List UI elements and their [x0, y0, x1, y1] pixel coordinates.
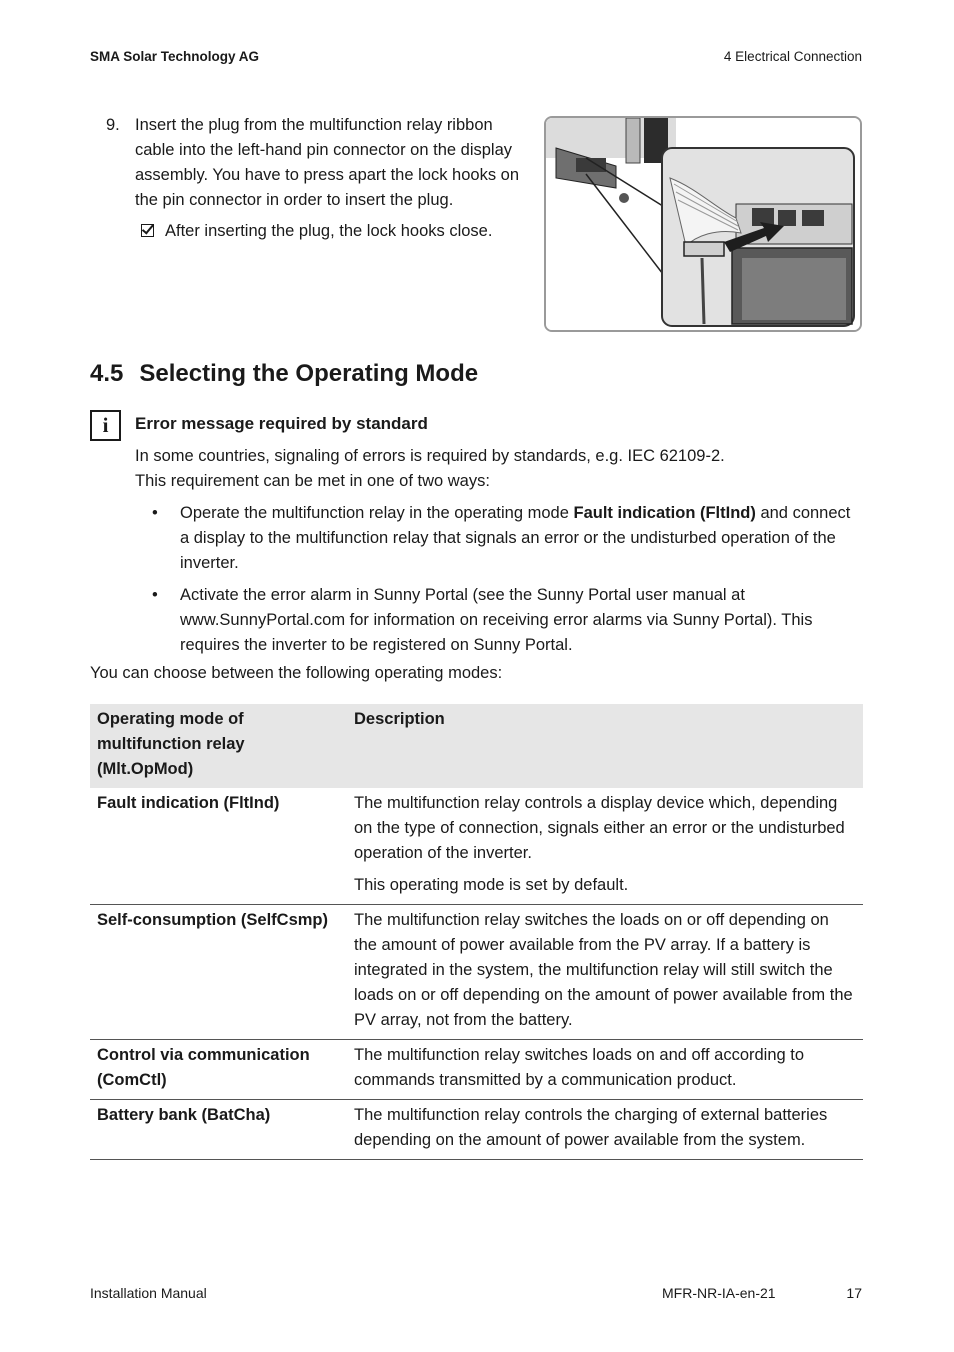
mode-cell: Control via communication (ComCtl)	[90, 1040, 347, 1100]
bullet-text: Activate the error alarm in Sunny Portal (see the Sunny Portal user manual at www.SunnyPortal.com for information on receiving error alarms via Sunny Portal). This requires the inverter to be registered on Sunny Portal.	[180, 586, 813, 654]
description-cell: The multifunction relay switches loads on and off according to commands transmitted by a communication product.	[347, 1040, 863, 1100]
page-number: 17	[846, 1285, 862, 1301]
section-number: 4.5	[90, 360, 124, 387]
table-row	[90, 788, 863, 905]
step-result	[141, 219, 492, 244]
description-cell	[347, 788, 863, 905]
description-text: The multifunction relay controls a display device which, depending on the type of connection, signals either an error or the undisturbed operation of the inverter.	[354, 794, 845, 862]
note-title: Error message required by standard	[135, 414, 428, 433]
list-item	[152, 583, 852, 658]
intro-text: You can choose between the following operating modes:	[90, 664, 503, 682]
note-bullet-list	[152, 501, 852, 665]
table-row	[90, 905, 863, 1040]
connector-illustration	[544, 116, 862, 332]
footer-manual-title: Installation Manual	[90, 1285, 207, 1301]
list-item	[152, 501, 852, 576]
header-company: SMA Solar Technology AG	[90, 49, 260, 64]
mode-cell: Battery bank (BatCha)	[90, 1100, 347, 1160]
bullet-text-pre: Operate the multifunction relay in the operating mode	[180, 504, 574, 522]
bullet-marker: •	[152, 586, 158, 604]
note-line-1: In some countries, signaling of errors is required by standards, e.g. IEC 62109-2.	[135, 447, 725, 465]
description-cell: The multifunction relay switches the loads on or off depending on the amount of power available from the PV array. If a battery is integrated in the system, the multifunction relay will still switch the loads on or off depending on the amount of power available from the PV array, not from the battery.	[347, 905, 863, 1040]
header-chapter: 4 Electrical Connection	[723, 49, 862, 64]
description-cell: The multifunction relay controls the charging of external batteries depending on the amount of power available from the system.	[347, 1100, 863, 1160]
footer-doc-id: MFR-NR-IA-en-21	[662, 1285, 776, 1301]
mode-cell: Fault indication (FltInd)	[90, 788, 347, 905]
bullet-text-bold: Fault indication (FltInd)	[573, 504, 756, 522]
step-number: 9.	[106, 116, 120, 134]
step-result-text: After inserting the plug, the lock hooks close.	[165, 222, 493, 240]
step-text: Insert the plug from the multifunction relay ribbon cable into the left-hand pin connector on the display assembly. You have to press apart the lock hooks on the pin connector in order to insert the plug.	[135, 116, 520, 209]
table-row	[90, 1100, 863, 1160]
section-heading	[90, 360, 478, 388]
checkbox-icon	[141, 224, 154, 237]
info-icon: i	[90, 410, 121, 441]
section-title: Selecting the Operating Mode	[139, 360, 479, 387]
note-line-2: This requirement can be met in one of two ways:	[135, 472, 490, 490]
connector-illustration-drawing	[546, 118, 860, 330]
column-header-mode: Operating mode of multifunction relay (Mlt.OpMod)	[90, 704, 347, 788]
operating-modes-table	[90, 704, 863, 1160]
note-body	[135, 444, 855, 494]
table-header-row	[90, 704, 863, 788]
column-header-description: Description	[347, 704, 863, 788]
table-row	[90, 1040, 863, 1100]
instruction-step	[106, 113, 531, 213]
description-default-note: This operating mode is set by default.	[354, 876, 629, 894]
bullet-marker: •	[152, 504, 158, 522]
mode-cell: Self-consumption (SelfCsmp)	[90, 905, 347, 1040]
bullet-text-post: and connect a display to the multifunction relay that signals an error or the undisturbed operation of the inverter.	[180, 504, 851, 572]
